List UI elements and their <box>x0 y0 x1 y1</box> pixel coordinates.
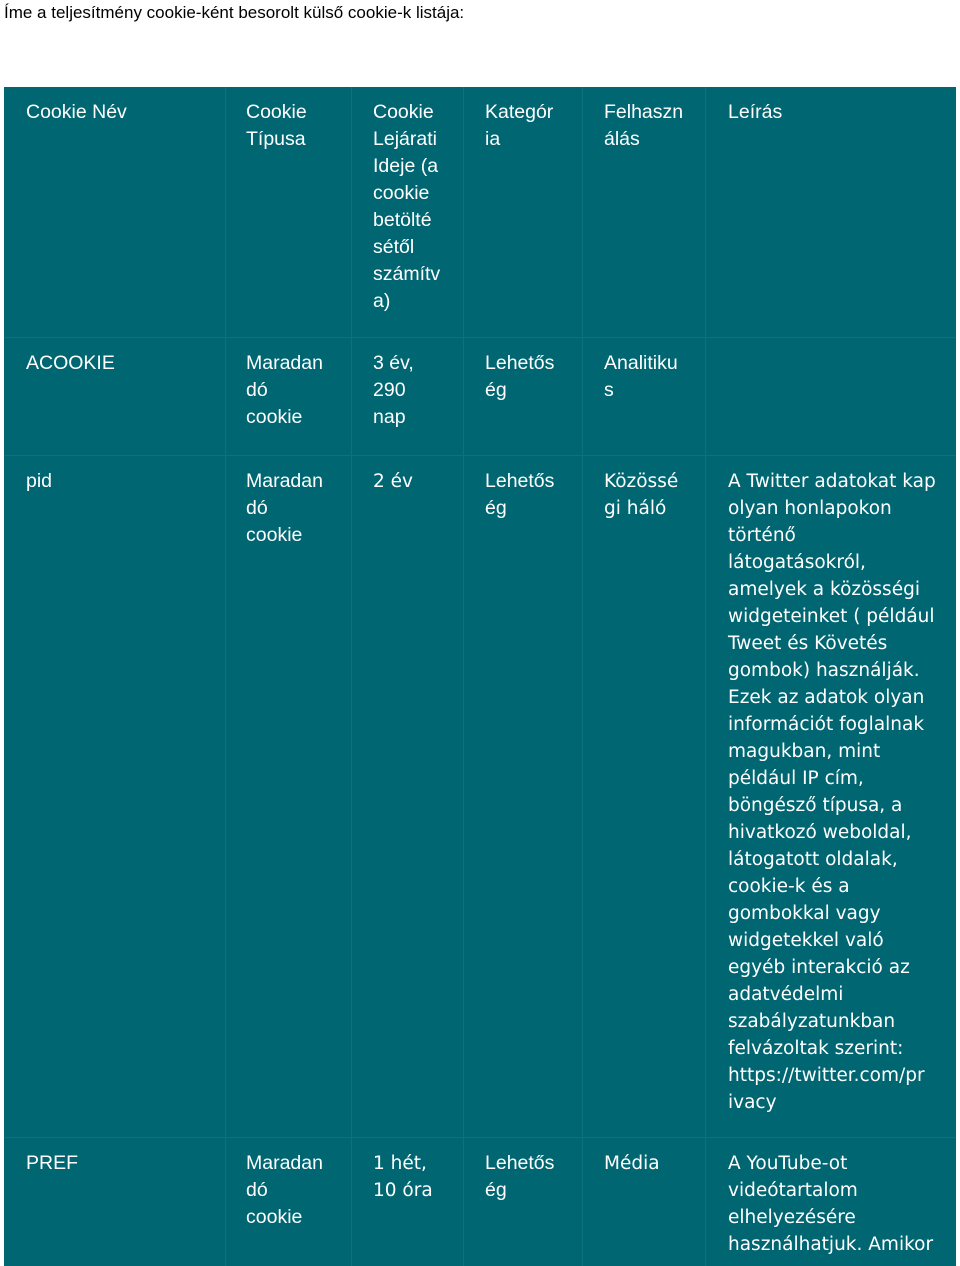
header-cookie-name: Cookie Név <box>26 101 127 123</box>
header-description: Leírás <box>705 87 956 337</box>
table-row <box>4 455 956 1138</box>
cell-cookie-expiry: 1 hét, 10 óra <box>351 1138 463 1266</box>
cell-category: Lehetős ég <box>463 456 582 1138</box>
cell-description <box>705 338 956 456</box>
cell-cookie-type: Maradan dó cookie <box>225 338 351 456</box>
cell-cookie-expiry: 2 év <box>351 456 463 1138</box>
table-row <box>4 337 956 456</box>
cell-usage: Analitiku s <box>582 338 705 456</box>
cell-cookie-name: PREF <box>26 1152 79 1174</box>
cell-description: A Twitter adatokat kap olyan honlapokon történő látogatásokról, amelyek a közösségi widgeteinket ( például Tweet és Követés gombok) használják. Ezek az adatok olyan információt foglalnak magukban, mint például IP cím, böngésző típusa, a hivatkozó weboldal, látogatott oldalak, cookie-k és a gombokkal vagy widgetekkel való egyéb interakció az adatvédelmi szabályzatunkban felvázoltak szerint: https://twitter.com/pr ivacy <box>705 456 956 1138</box>
table-header-row <box>4 87 956 337</box>
cell-description: A YouTube-ot videótartalom elhelyezésére használhatjuk. Amikor <box>705 1138 956 1266</box>
header-usage: Felhaszn álás <box>582 87 705 337</box>
cell-cookie-name: pid <box>26 470 53 492</box>
intro-text: Íme a teljesítmény cookie-ként besorolt külső cookie-k listája: <box>4 3 465 22</box>
cell-category: Lehetős ég <box>463 1138 582 1266</box>
cell-usage: Média <box>582 1138 705 1266</box>
header-cookie-type: Cookie Típusa <box>225 87 351 337</box>
cell-cookie-type: Maradan dó cookie <box>225 456 351 1138</box>
cell-usage: Közössé gi háló <box>582 456 705 1138</box>
header-cookie-expiry: Cookie Lejárati Ideje (a cookie betölté sétől számítv a) <box>351 87 463 337</box>
cell-category: Lehetős ég <box>463 338 582 456</box>
cell-cookie-expiry: 3 év, 290 nap <box>351 338 463 456</box>
cell-cookie-type: Maradan dó cookie <box>225 1138 351 1266</box>
table-row <box>4 1137 956 1266</box>
header-category: Kategór ia <box>463 87 582 337</box>
cookie-table <box>4 87 956 1266</box>
cell-cookie-name: ACOOKIE <box>26 352 115 374</box>
